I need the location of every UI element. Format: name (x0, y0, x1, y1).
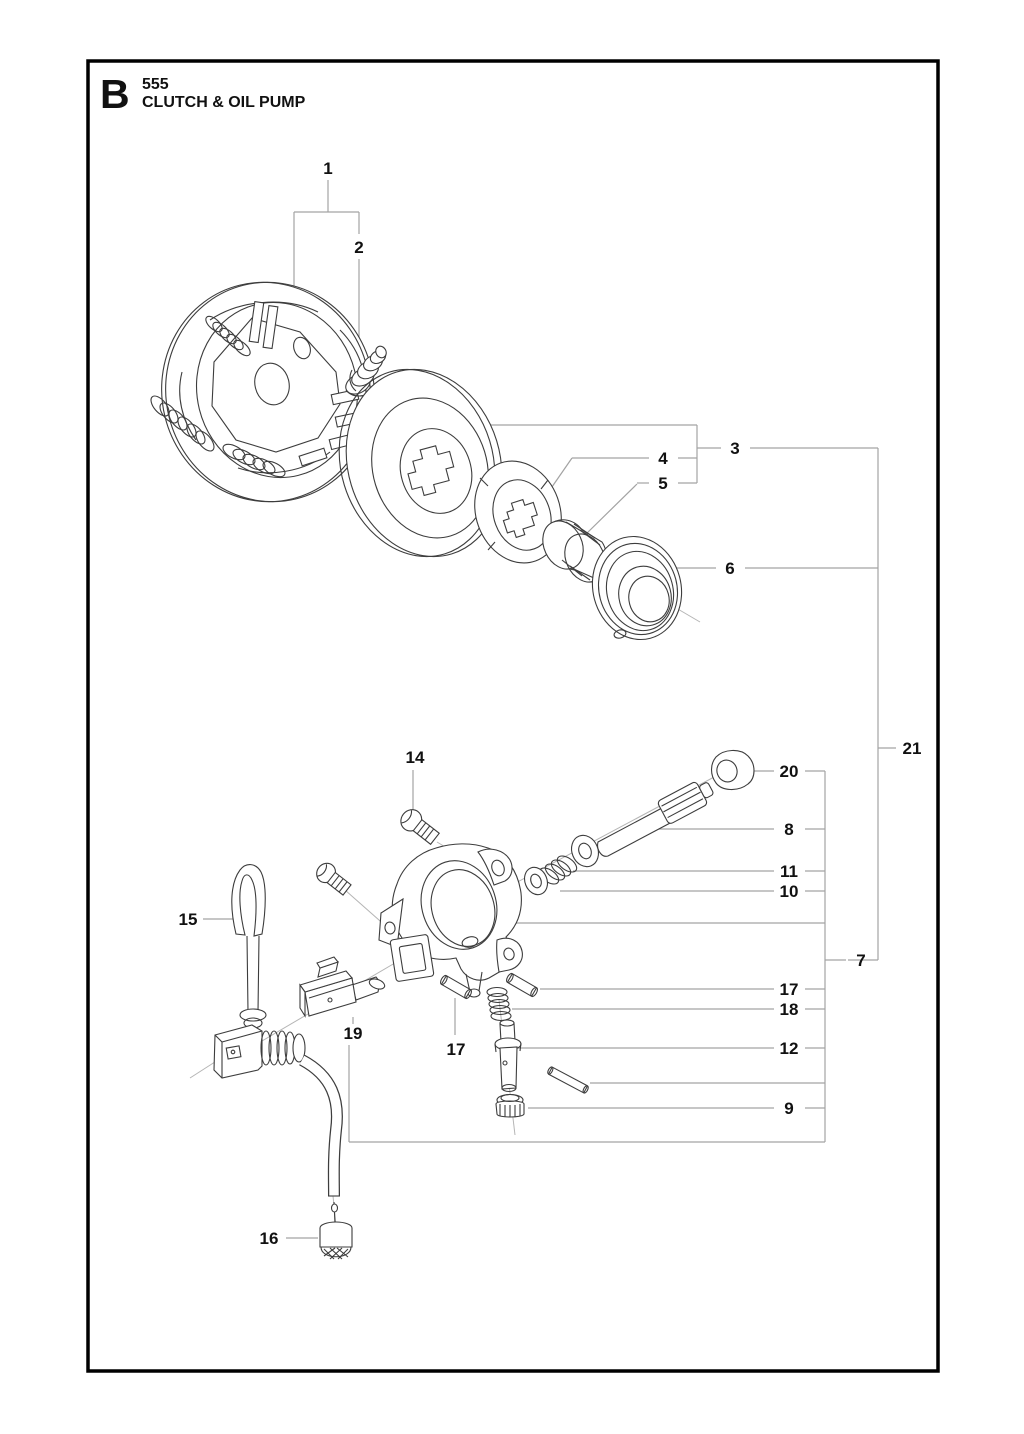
oil-valve-drawing (495, 1020, 521, 1092)
callout-15: 15 (178, 910, 198, 929)
page-border (88, 61, 938, 1371)
callout-18: 18 (779, 1000, 799, 1019)
callout-14: 14 (405, 748, 425, 767)
callout-10: 10 (779, 882, 799, 901)
oil-strainer-drawing (320, 1202, 352, 1259)
callout-8: 8 (784, 820, 794, 839)
washers-and-spring-drawing (521, 831, 603, 898)
callout-19: 19 (343, 1024, 363, 1043)
callout-21: 21 (902, 739, 922, 758)
callout-6: 6 (725, 559, 735, 578)
oil-pump-body-drawing (379, 844, 522, 997)
diagram-title: CLUTCH & OIL PUMP (142, 94, 306, 111)
callout-17-right: 17 (779, 980, 799, 999)
callout-12: 12 (779, 1039, 799, 1058)
callout-5: 5 (658, 474, 668, 493)
pump-plunger-drawing (300, 957, 386, 1016)
callout-3: 3 (730, 439, 740, 458)
pump-cap-drawing (712, 750, 755, 789)
oil-pickup-tube-drawing (232, 865, 266, 1028)
section-letter: B (100, 71, 130, 117)
oil-hose-drawing (302, 1060, 340, 1196)
callout-2: 2 (354, 238, 364, 257)
callout-20: 20 (779, 762, 799, 781)
grommet-nut-drawing (496, 1095, 524, 1118)
callout-7: 7 (856, 951, 866, 970)
callout-1: 1 (323, 159, 333, 178)
callout-16: 16 (259, 1229, 279, 1248)
callout-4: 4 (658, 449, 668, 468)
oil-pickup-body-drawing (214, 1025, 305, 1078)
diagram-header (100, 71, 306, 117)
callout-11: 11 (780, 862, 798, 881)
callout-9: 9 (784, 1099, 794, 1118)
model-number: 555 (142, 76, 169, 93)
worm-shaft-drawing (598, 776, 717, 856)
callout-17-left: 17 (446, 1040, 466, 1059)
